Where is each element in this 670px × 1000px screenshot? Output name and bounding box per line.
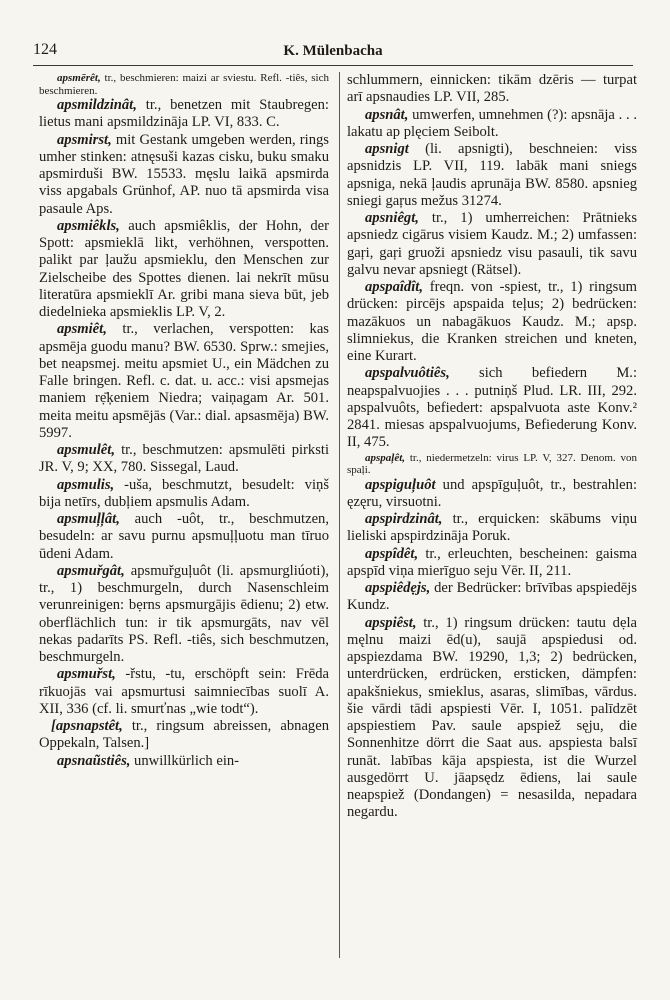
entry-text: (li. apsnigti), beschneien: viss apsnidzis LP. VII, 119. labāk mani sniegs apsniga, nekā ļaudis aprunāja BW. 8580. apsnieg sniegi gaŗus mežus 31274. [347, 141, 637, 209]
dictionary-entry [347, 580, 637, 615]
dictionary-entry [347, 279, 637, 365]
dictionary-entry [347, 511, 637, 546]
entry-text: tr., beschmutzen: apsmulēti pirksti JR. V, 9; XX, 780. Sissegal, Laud. [39, 442, 329, 476]
entry-headword: apsmuļļât, [57, 511, 120, 527]
dictionary-entry [39, 477, 329, 512]
entry-headword: apspîdêt, [365, 545, 419, 562]
entry-headword: apspaļêt, [365, 451, 406, 464]
dictionary-entry [39, 442, 329, 477]
dictionary-entry [39, 753, 329, 770]
entry-headword: apsmērêt, [57, 72, 101, 84]
dictionary-entry [347, 72, 637, 107]
dictionary-entry [39, 666, 329, 718]
entry-headword: apsmulêt, [57, 442, 115, 458]
entry-headword: apspiêst, [365, 614, 417, 631]
dictionary-entry [39, 321, 329, 442]
entry-headword: apsniêgt, [365, 210, 419, 226]
entry-headword: apsmuřst, [57, 666, 116, 683]
entry-text: umwerfen, umnehmen (?): apsnāja . . . lakatu ap plęciem Seibolt. [347, 106, 637, 140]
column-divider [339, 72, 340, 958]
entry-text: auch apsmiêklis, der Hohn, der Spott: apsmieklā likt, verhöhnen, verspotten. palikt par ļaužu apsmieklu, den Menschen zur Zielscheibe des Spottes dienen. lai nekrīt mūsu literatūra apsmieklī Ar. gribi mana sieva būt, jeb diedelnieka apsmieklis LP. V, 2. [39, 217, 329, 320]
entry-text: sich befiedern M.: neapspalvuojies . . . putniņš Plud. LR. III, 292. apspalvuôts, befiedert: apspalvuota aste Konv.² 2841. miesas apspalvuojums, Befiederung Konv. II, 475. [347, 365, 637, 451]
entry-headword: apsmiêt, [57, 321, 107, 338]
dictionary-entry [347, 452, 637, 477]
running-title: K. Mülenbacha [283, 43, 383, 59]
left-column [39, 72, 329, 770]
entry-text: apsmuřguļuôt (li. apsmurgliúoti), tr., 1) beschmurgeln, durch Nasenschleim verunreinigen: bẹrns apsmurgājis ēdienu; 2) etw. oberflächlich tun: ir tik apsmurgāts, nav vēl nekas padarīts PS. Refl. -tiês, sich beschmutzen, beschmurgeln. [39, 562, 329, 665]
entry-headword: apsmirst, [57, 131, 112, 148]
entry-text: tr., ringsum abreissen, abnagen Oppekaln, Talsen.] [39, 718, 329, 752]
dictionary-entry [347, 141, 637, 210]
entry-text: unwillkürlich ein- [130, 752, 240, 769]
dictionary-entry [347, 210, 637, 279]
entry-text: und apspīguļuôt, tr., bestrahlen: ęzęru, virsuotni. [347, 476, 637, 510]
entry-text: tr., erquicken: skābums viņu lieliski apspirdzināja Poruk. [347, 511, 637, 545]
dictionary-entry [39, 97, 329, 132]
entry-text: auch -uôt, tr., beschmutzen, besudeln: ar savu purnu apsmuļļuotu man tīruo ūdeni Adam. [39, 511, 329, 562]
entry-text: tr., beschmieren: maizi ar sviestu. Refl. -tiês, sich beschmieren. [39, 72, 329, 97]
entry-headword: apsmildzinât, [57, 97, 137, 113]
entry-headword: apspiguļuôt [365, 476, 436, 493]
entry-text: tr., 1) umherreichen: Prātnieks apsniedz cigārus visiem Kaudz. M.; 2) umfassen: gaŗi, gaŗi gruoži apsniedz visu pasauli, tik savu galvu nevar apsniegt (Rätsel). [347, 210, 637, 278]
entry-headword: apsnigt [365, 141, 409, 157]
dictionary-entry [39, 218, 329, 322]
entry-text: -uša, beschmutzt, besudelt: viņš bija netīrs, dubļiem apsmulis Adam. [39, 476, 329, 510]
entry-text: tr., niedermetzeln: virus LP. V, 327. Denom. von spaļi. [347, 451, 637, 476]
entry-text: -řstu, -tu, erschöpft sein: Frēda rīkuojās vai apsmurtusi saimniecības suolī A. XII, 336 (cf. li. smurťnas „wie todt“). [39, 666, 329, 717]
right-column [347, 72, 637, 822]
page-header [33, 32, 633, 66]
entry-text: schlummern, einnicken: tikām dzēris — turpat arī apsnaudies LP. VII, 285. [347, 72, 637, 106]
entry-headword: [apsnapstêt, [51, 718, 123, 734]
header-rule [33, 65, 633, 66]
entry-headword: apsnât, [365, 106, 409, 123]
dictionary-entry [347, 546, 637, 581]
entry-text: tr., 1) ringsum drücken: tautu dẹla męlnu maizi ēd(u), saujā apspiedusi od. apspiezdama BW. 19290, 1,3; 2) bedrücken, unterdrücken, erdrücken, ersticken, dämpfen: apakšniekus, smieklus, asaras, slimības, vārdus. šie vārdi tādi apspiesti Vēr. I, 1051. palīdzēt apspiestiem Pav. saule apspiež sęju, die Sonnenhitze dörrt die Saat aus. apspiesta balsī runāt. labības kāja apspiesta, ist die Wurzel ausgedörrt U. jāapsędz ēdiens, lai saule neapspiež (Dondangen) = nesasilda, nepadara negardu. [347, 614, 637, 821]
entry-text: tr., erleuchten, bescheinen: gaisma apspīd viņa mierīguo seju Vēr. II, 211. [347, 545, 637, 579]
dictionary-entry [347, 615, 637, 822]
entry-headword: apspirdzinât, [365, 511, 443, 527]
dictionary-entry [39, 563, 329, 667]
dictionary-entry [347, 107, 637, 142]
dictionary-entry [39, 511, 329, 563]
dictionary-entry [347, 477, 637, 512]
entry-headword: apspaîdît, [365, 279, 423, 295]
entry-text: mit Gestank umgeben werden, rings umher stinken: atnęsuši kazas cisku, buku smaku apsmirduši BW. 15533. męslu laikā apsmirda viss apgabals Grünhof, AP. nuo tā apsmirda visa pasaule Aps. [39, 131, 329, 217]
entry-headword: apsmulis, [57, 476, 115, 493]
page-number: 124 [33, 41, 57, 58]
entry-headword: apsnaũstiês, [57, 752, 131, 769]
dictionary-entry [39, 132, 329, 218]
entry-headword: apsmuřgât, [57, 562, 125, 579]
entry-text: tr., verlachen, verspotten: kas apsmēja guodu manu? BW. 6530. Sprw.: smejies, bet neapsmej. meitu apsmiet U., ein Mädchen zu Falle bringen. Refl. c. dat. u. acc.: visi apsmejas maniem rẹ̄ķeniem Niedra; vaiņagam Ar. 501. meita meitu apsmējās (Var.: dial. apsasmēja) BW. 5997. [39, 321, 329, 441]
entry-headword: apsmiêkls, [57, 217, 120, 234]
entry-text: der Bedrücker: brīvības apspiedējs Kundz. [347, 580, 637, 614]
entry-headword: apspalvuôtiês, [365, 365, 450, 382]
entry-headword: apspiêdẹjs, [365, 580, 431, 596]
dictionary-entry [39, 72, 329, 97]
entry-text: tr., benetzen mit Staubregen: lietus mani apsmildzināja LP. VI, 833. C. [39, 97, 329, 131]
dictionary-entry [39, 718, 329, 753]
entry-text: freqn. von -spiest, tr., 1) ringsum drücken: pircējs apspaida teļus; 2) bedrücken: mazākuos un nabagākuos Kaudz. M.; apsp. slimniekus, die Kranken streichen und kneten, eine Kurart. [347, 279, 637, 364]
dictionary-entry [347, 365, 637, 451]
